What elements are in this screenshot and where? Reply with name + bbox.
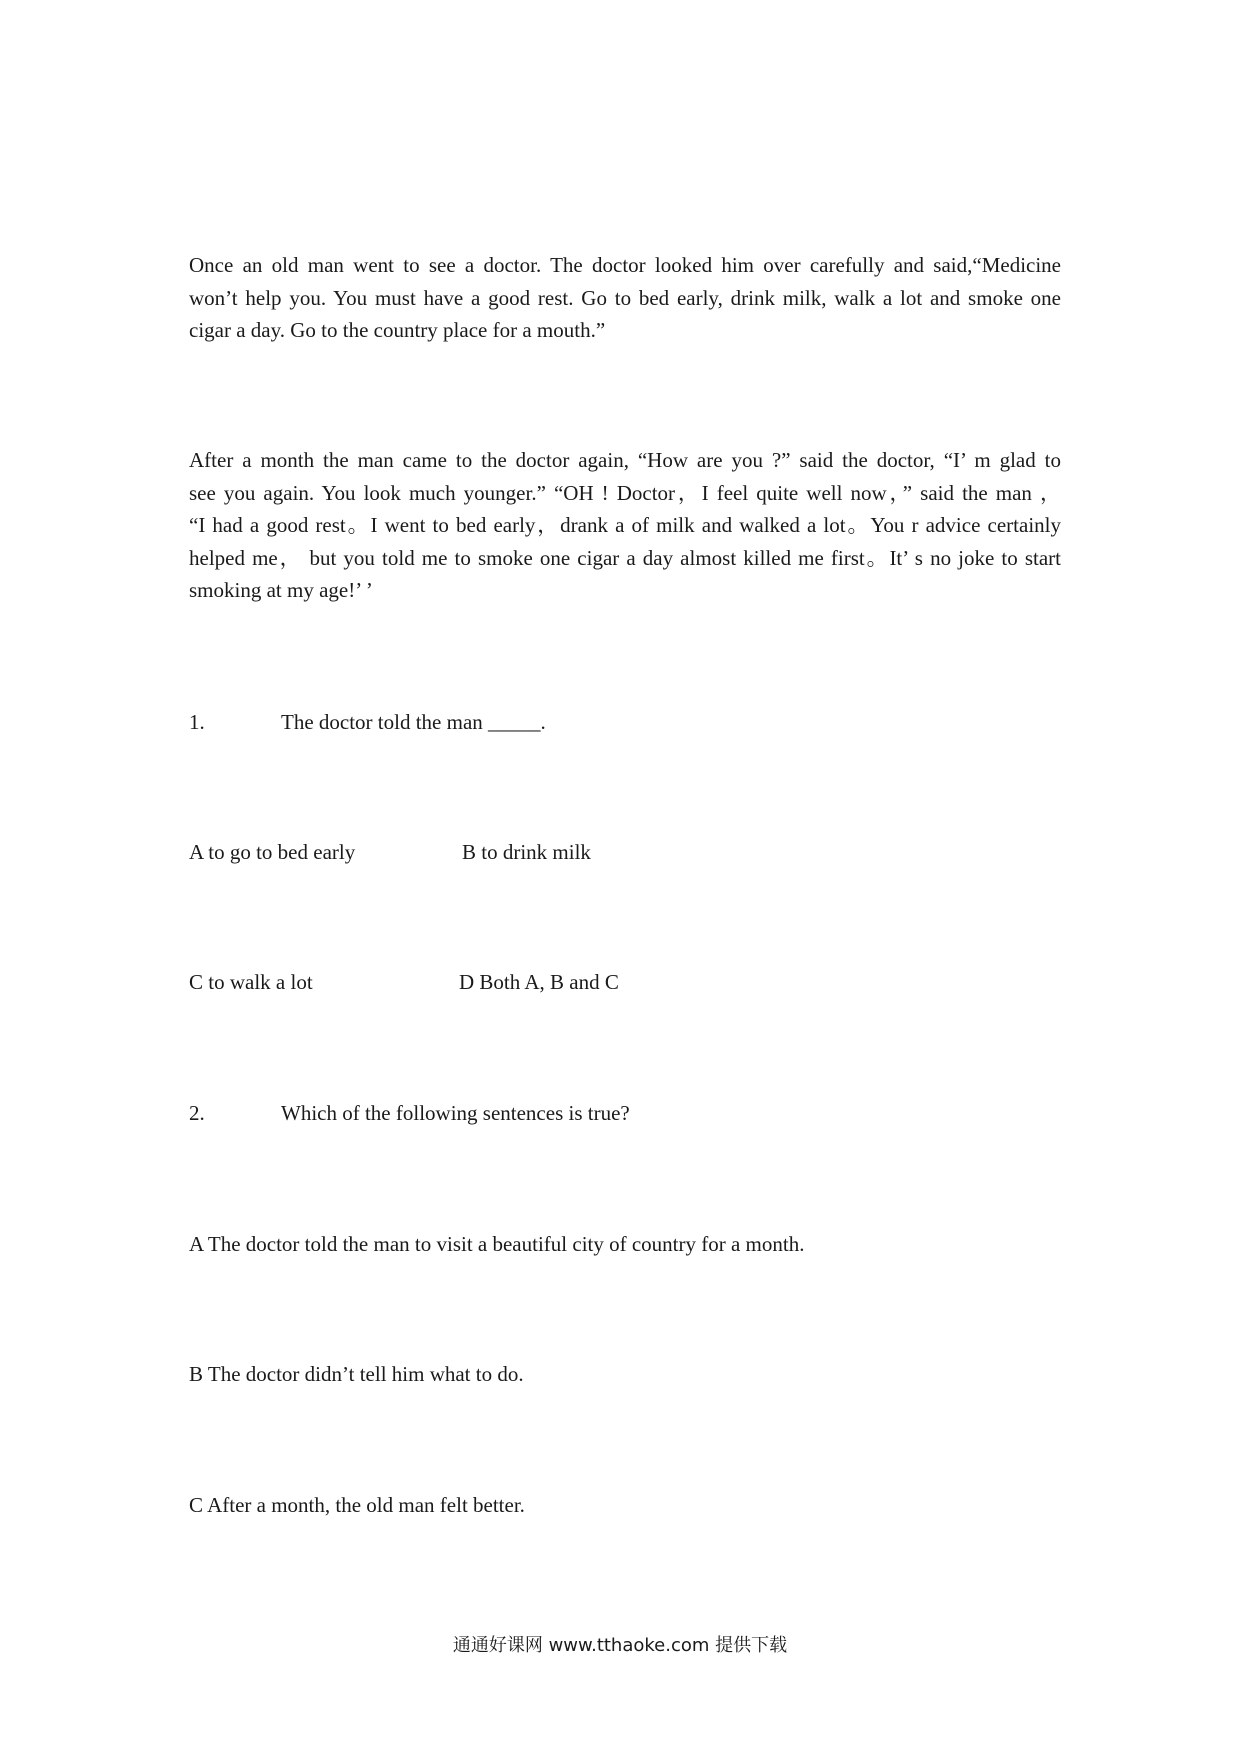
- passage-paragraph-1: [189, 249, 1061, 347]
- passage-paragraph-2: [189, 444, 1061, 607]
- question-2-option-a: A The doctor told the man to visit a beautiful city of country for a month.: [189, 1232, 805, 1256]
- passage-line: won’t help you. You must have a good rest. Go to bed early, drink milk, walk a lot and smoke one: [189, 285, 1061, 310]
- passage-line: smoking at my age!’ ’: [189, 578, 373, 602]
- question-2-option-b: B The doctor didn’t tell him what to do.: [189, 1362, 524, 1386]
- question-text: The doctor told the man _____.: [281, 710, 546, 734]
- question-1-option-a: A to go to bed early: [189, 840, 356, 864]
- question-1-option-b: B to drink milk: [462, 840, 591, 864]
- passage-line: Once an old man went to see a doctor. The doctor looked him over carefully and said,“Medicine: [189, 253, 1061, 277]
- passage-line: After a month the man came to the doctor again, “How are you ?” said the doctor, “I’ m glad to: [189, 448, 1061, 472]
- question-number: 2.: [189, 1101, 205, 1125]
- question-1-option-d: D Both A, B and C: [459, 970, 619, 994]
- question-1-option-c: C to walk a lot: [189, 970, 313, 994]
- question-2-option-c: C After a month, the old man felt better.: [189, 1493, 525, 1517]
- passage-line: helped me， but you told me to smoke one cigar a day almost killed me first。It’ s no joke to start: [189, 545, 1061, 570]
- passage-line: “I had a good rest。I went to bed early，drank a of milk and walked a lot。You r advice certainly: [189, 513, 1061, 537]
- passage-line: cigar a day. Go to the country place for a mouth.”: [189, 318, 606, 342]
- question-text: Which of the following sentences is true?: [281, 1101, 630, 1125]
- passage-line: see you again. You look much younger.” “OH ! Doctor，I feel quite well now，” said the man ，: [189, 480, 1061, 505]
- page-footer: 通通好课网 www.tthaoke.com 提供下载: [452, 1635, 788, 1656]
- question-number: 1.: [189, 710, 205, 734]
